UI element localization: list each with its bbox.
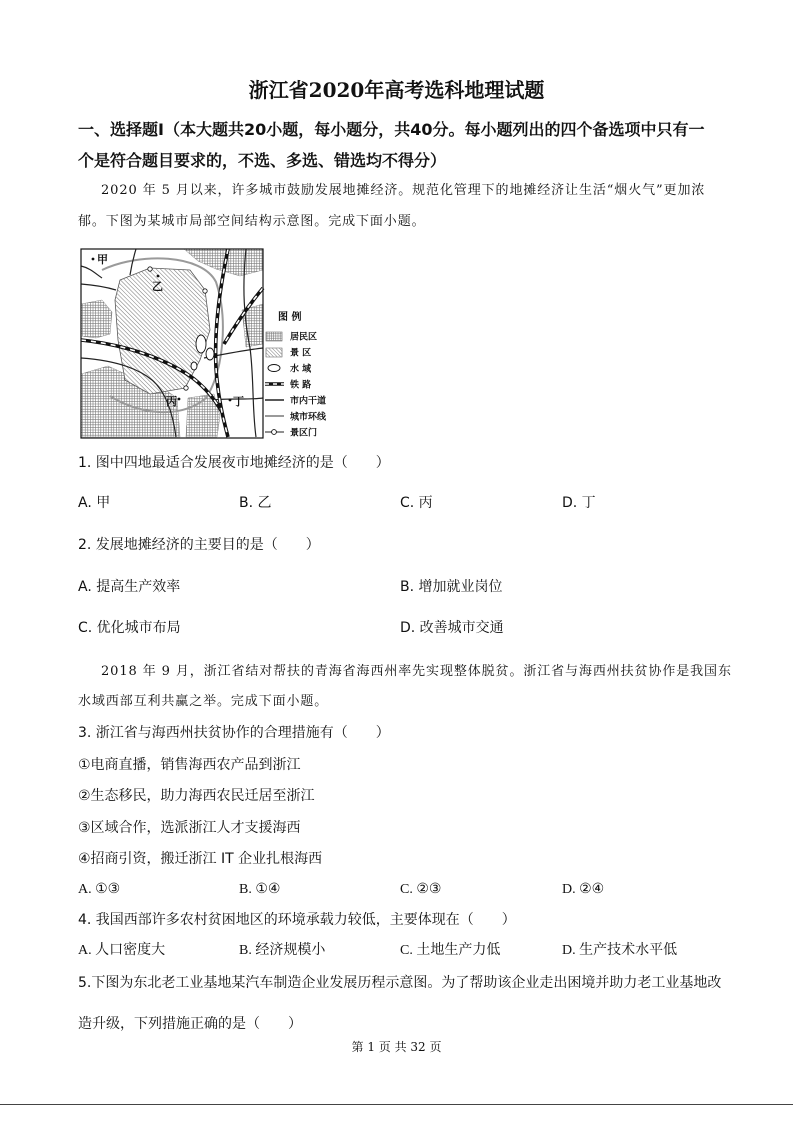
question-2-option-c: C. 优化城市布局 xyxy=(78,620,181,636)
water-body xyxy=(206,348,214,360)
passage-1-line-1: 2020 年 5 月以来，许多城市鼓励发展地摊经济。规范化管理下的地摊经济让生活“烟火气”更加浓 xyxy=(101,183,706,198)
scenic-gate xyxy=(184,386,188,390)
legend-label-ring-road: 城市环线 xyxy=(290,412,327,423)
question-3-item-4: ④招商引资，搬迁浙江 IT 企业扎根海西 xyxy=(78,851,323,867)
water-body xyxy=(196,335,206,353)
place-marker xyxy=(178,398,181,401)
question-1-option-a: A. 甲 xyxy=(78,495,111,511)
page-number: 第 1 页 共 32 页 xyxy=(351,1040,442,1054)
place-marker xyxy=(157,275,160,278)
legend-scenic-gate-swatch xyxy=(265,430,284,435)
question-3-stem: 3. 浙江省与海西州扶贫协作的合理措施有（ ） xyxy=(78,725,390,741)
place-label-jia: 甲 xyxy=(97,253,108,266)
page-title: 浙江省2020年高考选科地理试题 xyxy=(248,78,545,102)
section-header-line-1: 一、选择题Ⅰ（本大题共20小题，每小题分，共40分。每小题列出的四个备选项中只有一 xyxy=(78,120,705,139)
place-label-yi: 乙 xyxy=(152,280,163,293)
map-legend xyxy=(265,310,327,439)
passage-1-line-2: 郁。下图为某城市局部空间结构示意图。完成下面小题。 xyxy=(78,214,426,229)
question-5-stem-line-2: 造升级，下列措施正确的是（ ） xyxy=(78,1016,302,1032)
question-3-option-c: C. ②③ xyxy=(400,882,442,897)
legend-label-residential: 居民区 xyxy=(290,332,318,343)
section-header-line-2: 个是符合题目要求的，不选、多选、错选均不得分） xyxy=(78,151,447,170)
legend-label-railway: 铁 路 xyxy=(290,380,312,391)
question-1-option-b: B. 乙 xyxy=(239,495,272,511)
question-5-stem-line-1: 5.下图为东北老工业基地某汽车制造企业发展历程示意图。为了帮助该企业走出困境并助力老工业基地改 xyxy=(78,975,722,991)
scenic-gate xyxy=(203,289,207,293)
question-2-option-d: D. 改善城市交通 xyxy=(400,620,504,636)
question-1-stem: 1. 图中四地最适合发展夜市地摊经济的是（ ） xyxy=(78,455,390,471)
question-4-option-c: C. 土地生产力低 xyxy=(400,943,501,958)
question-4-option-b: B. 经济规模小 xyxy=(239,943,326,958)
question-3-item-3: ③区域合作，选派浙江人才支援海西 xyxy=(78,820,301,836)
passage-2-line-2: 水域西部互利共赢之举。完成下面小题。 xyxy=(78,694,329,709)
passage-2-line-1: 2018 年 9 月，浙江省结对帮扶的青海省海西州率先实现整体脱贫。浙江省与海西州扶贫协作是我国东 xyxy=(101,664,732,679)
legend-label-main-road: 市内干道 xyxy=(290,396,327,407)
question-3-option-b: B. ①④ xyxy=(239,882,281,897)
legend-label-scenic-gate: 景区门 xyxy=(290,428,318,439)
place-label-ding: 丁 xyxy=(233,395,244,408)
question-3-item-2: ②生态移民，助力海西农民迁居至浙江 xyxy=(78,788,315,804)
question-3-option-a: A. ①③ xyxy=(78,882,121,897)
question-1-option-d: D. 丁 xyxy=(562,495,596,511)
legend-title: 图 例 xyxy=(278,312,302,323)
question-2-option-b: B. 增加就业岗位 xyxy=(400,579,503,595)
question-1-option-c: C. 丙 xyxy=(400,495,433,511)
question-4-option-d: D. 生产技术水平低 xyxy=(562,943,678,958)
question-2-option-a: A. 提高生产效率 xyxy=(78,579,181,595)
question-3-item-1: ①电商直播，销售海西农产品到浙江 xyxy=(78,757,301,773)
city-structure-map xyxy=(80,248,342,442)
scenic-gate xyxy=(148,267,152,271)
question-3-option-d: D. ②④ xyxy=(562,882,605,897)
legend-label-scenic: 景 区 xyxy=(290,348,312,359)
place-marker xyxy=(229,399,232,402)
place-label-bing: 丙 xyxy=(166,395,177,408)
legend-water-swatch xyxy=(268,365,280,372)
legend-residential-swatch xyxy=(266,332,282,341)
page-bottom-rule xyxy=(0,1104,793,1105)
legend-label-water: 水 域 xyxy=(290,364,312,375)
place-marker xyxy=(92,258,95,261)
water-body xyxy=(191,362,197,370)
question-2-stem: 2. 发展地摊经济的主要目的是（ ） xyxy=(78,537,320,553)
question-4-option-a: A. 人口密度大 xyxy=(78,943,166,958)
question-4-stem: 4. 我国西部许多农村贫困地区的环境承载力较低，主要体现在（ ） xyxy=(78,912,516,928)
